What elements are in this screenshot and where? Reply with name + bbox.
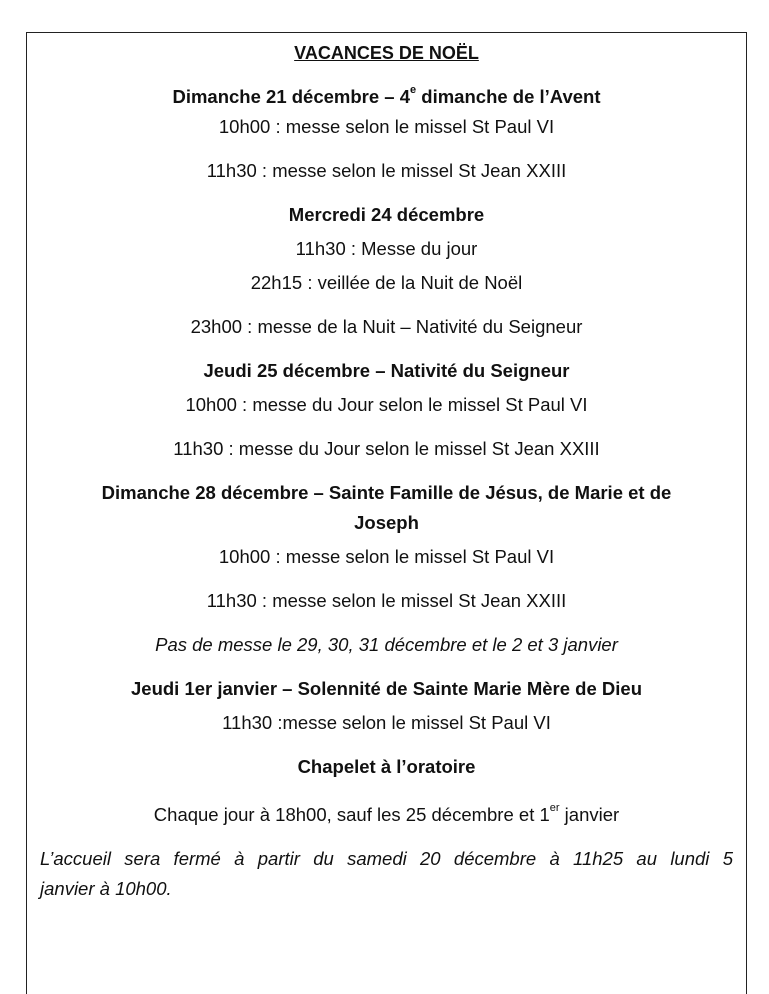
closing-notice-line-2: janvier à 10h00. (40, 878, 172, 899)
rosary-schedule-line: Chaque jour à 18h00, sauf les 25 décembre et 1er janvier (153, 802, 620, 825)
section-heading-wednesday-24: Mercredi 24 décembre (288, 204, 485, 225)
no-mass-note: Pas de messe le 29, 30, 31 décembre et le 2 et 3 janvier (155, 634, 618, 655)
section-heading-january-1: Jeudi 1er janvier – Solennité de Sainte Marie Mère de Dieu (131, 678, 642, 699)
document-body (26, 32, 747, 904)
schedule-line: 23h00 : messe de la Nuit – Nativité du Seigneur (190, 316, 583, 337)
closing-notice-line-1: L’accueil sera fermé à partir du samedi 20 décembre à 11h25 au lundi 5 (40, 848, 733, 869)
page-title: VACANCES DE NOËL (294, 43, 479, 63)
schedule-line: 10h00 : messe selon le missel St Paul VI (218, 546, 555, 567)
closing-notice (26, 844, 747, 904)
section-heading-sunday-21: Dimanche 21 décembre – 4e dimanche de l’Avent (172, 84, 601, 107)
schedule-line: 10h00 : messe du Jour selon le missel St Paul VI (185, 394, 588, 415)
schedule-line: 11h30 : Messe du jour (295, 238, 478, 259)
section-heading-sunday-28-cont: Joseph (354, 512, 419, 533)
schedule-line: 11h30 : messe du Jour selon le missel St Jean XXIII (173, 438, 600, 459)
section-heading-rosary: Chapelet à l’oratoire (297, 756, 476, 777)
section-heading-sunday-28: Dimanche 28 décembre – Sainte Famille de Jésus, de Marie et de (101, 482, 672, 503)
section-heading-thursday-25: Jeudi 25 décembre – Nativité du Seigneur (203, 360, 570, 381)
schedule-line: 11h30 :messe selon le missel St Paul VI (222, 712, 551, 733)
schedule-line: 22h15 : veillée de la Nuit de Noël (250, 272, 523, 293)
schedule-line: 10h00 : messe selon le missel St Paul VI (218, 116, 555, 137)
schedule-line: 11h30 : messe selon le missel St Jean XXIII (206, 590, 567, 611)
schedule-line: 11h30 : messe selon le missel St Jean XXIII (206, 160, 567, 181)
